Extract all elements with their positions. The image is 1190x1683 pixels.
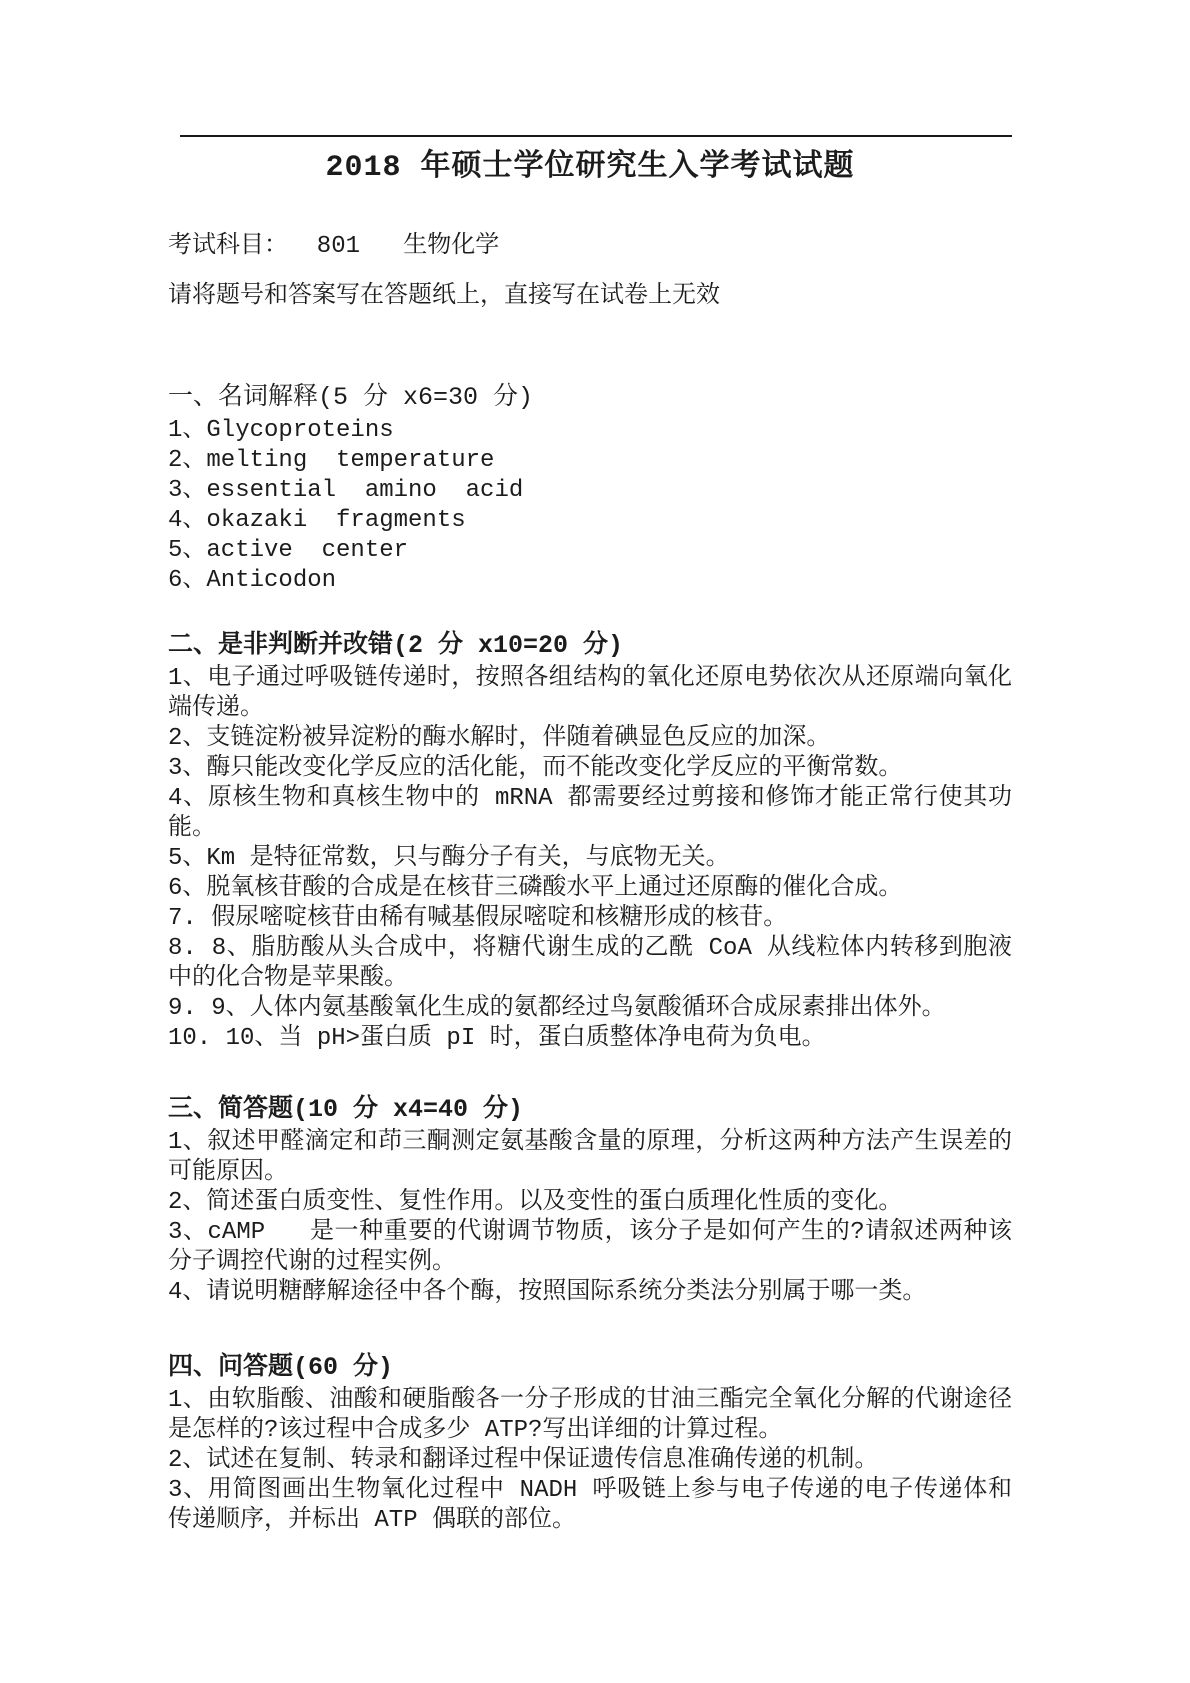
- question-item: 6、脱氧核苷酸的合成是在核苷三磷酸水平上通过还原酶的催化合成。: [168, 875, 903, 902]
- question-item: 3、essential amino acid: [168, 477, 524, 504]
- section-term-definitions-heading: 一、名词解释(5 分 x6=30 分): [168, 383, 534, 412]
- section-short-answer-heading: 三、简答题(10 分 x4=40 分): [168, 1095, 524, 1124]
- question-item: 4、原核生物和真核生物中的 mRNA 都需要经过剪接和修饰才能正常行使其功能。: [168, 785, 1012, 842]
- question-item: 8. 8、脂肪酸从头合成中，将糖代谢生成的乙酰 CoA 从线粒体内转移到胞液中的化合物是苹果酸。: [168, 935, 1012, 992]
- question-item: 2、支链淀粉被异淀粉的酶水解时，伴随着碘显色反应的加深。: [168, 725, 831, 752]
- section-true-false-correction-heading: 二、是非判断并改错(2 分 x10=20 分): [168, 631, 624, 660]
- section-short-answer: [168, 1094, 1012, 1308]
- question-item: 1、叙述甲醛滴定和茚三酮测定氨基酸含量的原理，分析这两种方法产生误差的可能原因。: [168, 1129, 1012, 1186]
- question-item: 6、Anticodon: [168, 567, 337, 594]
- question-item: 7. 假尿嘧啶核苷由稀有喊基假尿嘧啶和核糖形成的核苷。: [168, 905, 788, 932]
- page-title: 2018 年硕士学位研究生入学考试试题: [325, 151, 855, 185]
- question-item: 3、酶只能改变化学反应的活化能，而不能改变化学反应的平衡常数。: [168, 755, 903, 782]
- question-item: 3、cAMP 是一种重要的代谢调节物质，该分子是如何产生的?请叙述两种该分子调控代谢的过程实例。: [168, 1219, 1012, 1276]
- question-item: 5、Km 是特征常数，只与酶分子有关，与底物无关。: [168, 845, 730, 872]
- question-item: 1、由软脂酸、油酸和硬脂酸各一分子形成的甘油三酯完全氧化分解的代谢途径是怎样的?该过程中合成多少 ATP?写出详细的计算过程。: [168, 1387, 1012, 1444]
- section-essay-questions-heading: 四、问答题(60 分): [168, 1353, 394, 1382]
- question-item: 4、okazaki fragments: [168, 507, 466, 534]
- question-item: 1、Glycoproteins: [168, 417, 394, 444]
- section-essay-questions: [168, 1352, 1012, 1536]
- question-item: 9. 9、人体内氨基酸氧化生成的氨都经过鸟氨酸循环合成尿素排出体外。: [168, 995, 946, 1022]
- question-item: 5、active center: [168, 537, 409, 564]
- section-term-definitions: [168, 382, 1012, 596]
- section-true-false-correction: [168, 630, 1012, 1054]
- question-item: 10. 10、当 pH>蛋白质 pI 时，蛋白质整体净电荷为负电。: [168, 1025, 826, 1052]
- question-item: 1、电子通过呼吸链传递时，按照各组结构的氧化还原电势依次从还原端向氧化端传递。: [168, 665, 1012, 722]
- question-item: 2、试述在复制、转录和翻译过程中保证遗传信息准确传递的机制。: [168, 1447, 879, 1474]
- question-item: 2、melting temperature: [168, 447, 495, 474]
- question-item: 2、简述蛋白质变性、复性作用。以及变性的蛋白质理化性质的变化。: [168, 1189, 903, 1216]
- exam-subject-line: 考试科目： 801 生物化学: [168, 233, 500, 260]
- question-item: 3、用简图画出生物氧化过程中 NADH 呼吸链上参与电子传递的电子传递体和传递顺序，并标出 ATP 偶联的部位。: [168, 1477, 1012, 1534]
- question-item: 4、请说明糖酵解途径中各个酶，按照国际系统分类法分别属于哪一类。: [168, 1279, 927, 1306]
- answer-sheet-notice: 请将题号和答案写在答题纸上，直接写在试卷上无效: [168, 283, 720, 310]
- exam-content: [168, 0, 1012, 1536]
